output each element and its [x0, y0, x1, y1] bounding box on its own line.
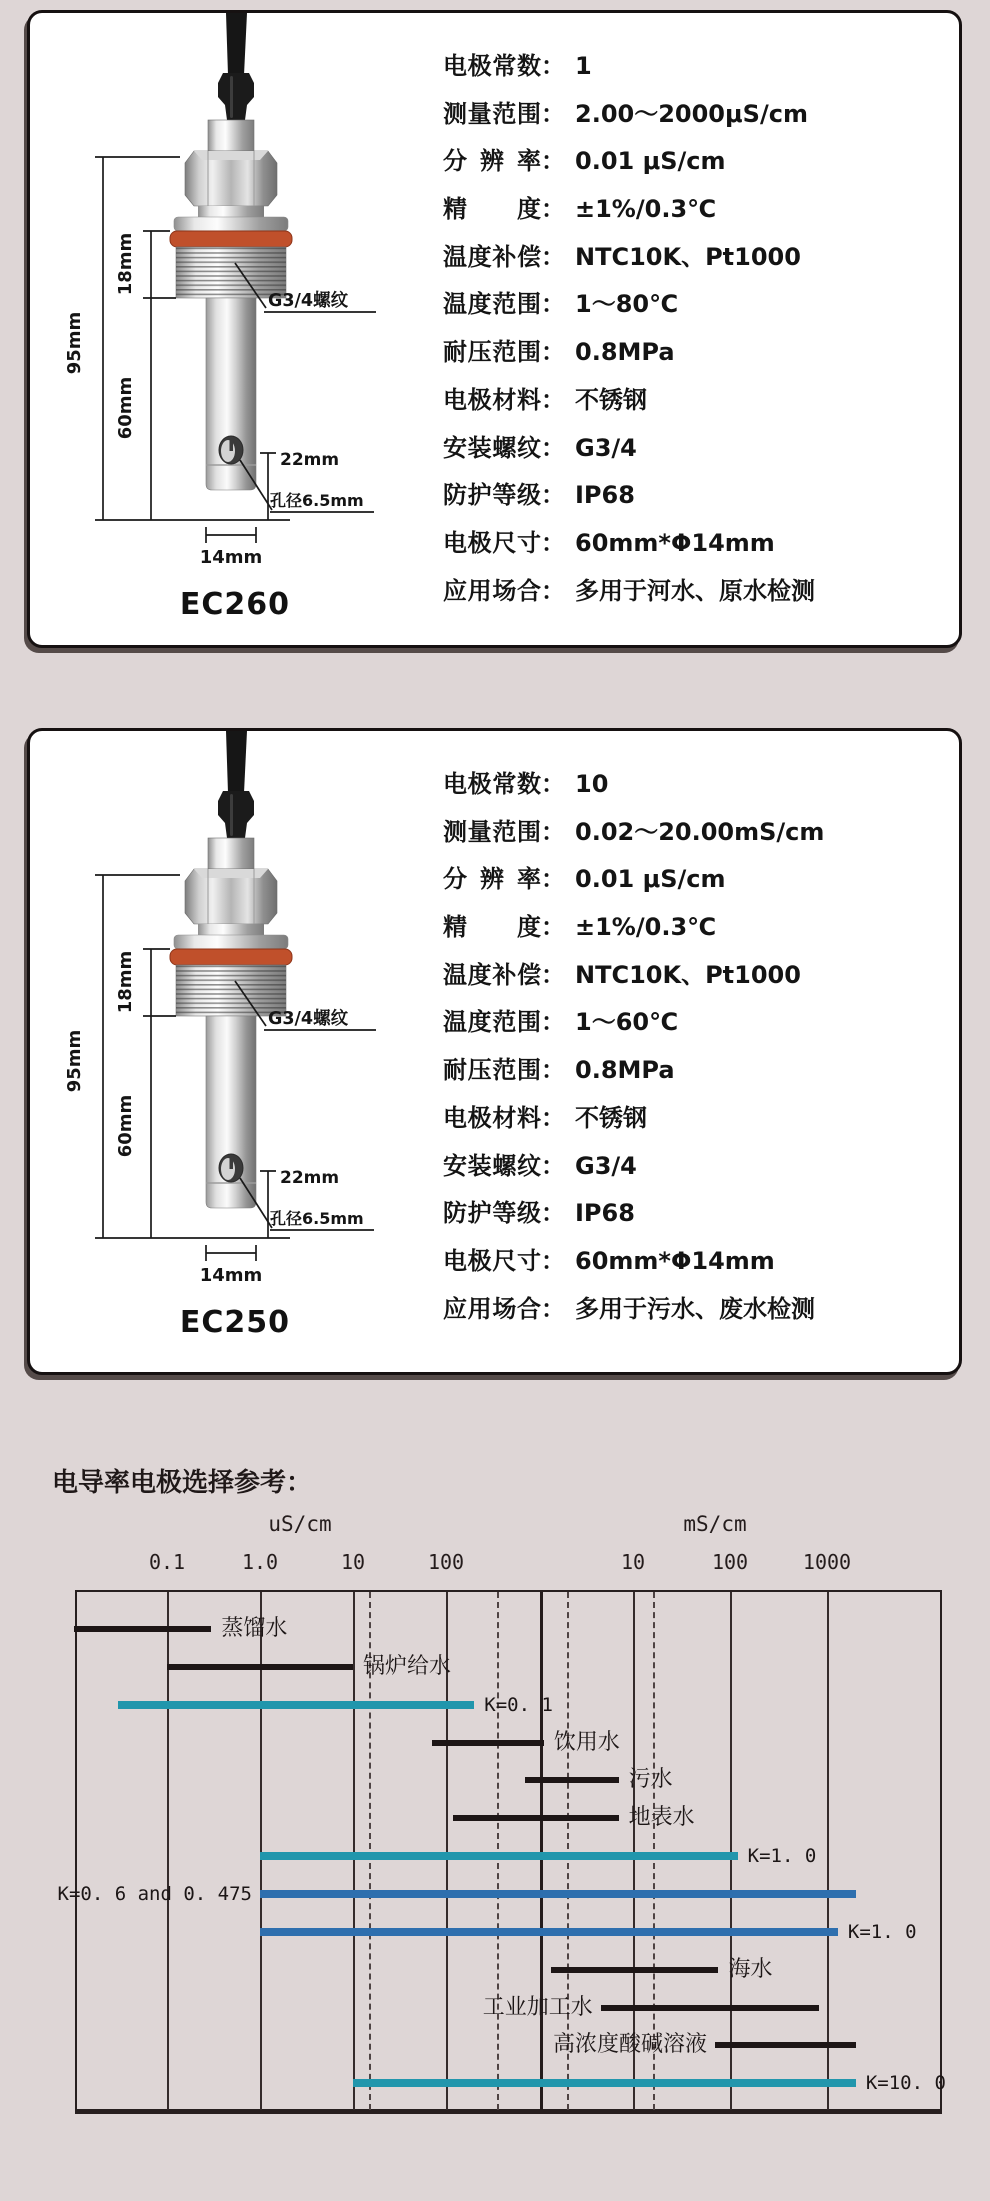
spec-label: 电极尺寸 [443, 1246, 541, 1275]
range-bar [260, 1890, 856, 1898]
spec-colon: ： [541, 481, 565, 510]
spec-value: ±1%/0.3℃ [575, 913, 717, 942]
spec-label: 应用场合 [443, 576, 541, 605]
dim-body-diameter: 14mm [199, 547, 263, 568]
thread-spec-label: G3/4螺纹 [268, 1009, 349, 1029]
bar-label: 饮用水 [553, 1729, 620, 1755]
tick-label: 100 [427, 1550, 465, 1574]
spec-label: 测量范围 [443, 99, 541, 128]
spec-label: 温度补偿 [443, 960, 541, 989]
spec-label: 耐压范围 [443, 1056, 541, 1085]
tick-label: 1000 [802, 1550, 852, 1574]
spec-value: 不锈钢 [575, 385, 647, 414]
bar-label: 地表水 [628, 1805, 695, 1831]
spec-colon: ： [541, 433, 565, 462]
range-bar [525, 1777, 618, 1783]
range-bar [715, 2042, 856, 2048]
spec-label: 安装螺纹 [443, 1151, 541, 1180]
tick-label: 10 [340, 1550, 366, 1574]
tick-label: 0.1 [148, 1550, 186, 1574]
dim-hole-diameter: 孔径6.5mm [270, 491, 364, 510]
spec-value: 0.01 μS/cm [575, 865, 726, 894]
spec-colon: ： [541, 1056, 565, 1085]
gridline [730, 1592, 732, 2110]
spec-label: 电极尺寸 [443, 528, 541, 557]
dim-body-diameter: 14mm [199, 1265, 263, 1286]
spec-value: ±1%/0.3℃ [575, 195, 717, 224]
bar-label: K=1. 0 [747, 1845, 817, 1868]
spec-colon: ： [541, 147, 565, 176]
dim-overall-height: 95mm [64, 1029, 85, 1093]
spec-value: 10 [575, 770, 609, 798]
spec-label: 电极常数 [443, 52, 541, 80]
bar-label: 锅炉给水 [363, 1653, 452, 1679]
dim-thread-length: 18mm [115, 232, 136, 296]
spec-value: 多用于河水、原水检测 [575, 576, 815, 605]
bar-label: 蒸馏水 [221, 1616, 288, 1641]
spec-colon: ： [541, 290, 565, 319]
spec-value: 多用于污水、废水检测 [575, 1294, 815, 1323]
spec-value: NTC10K、Pt1000 [575, 960, 801, 989]
spec-label: 防护等级 [443, 1199, 541, 1228]
bar-label: K=10. 0 [865, 2072, 946, 2095]
spec-colon: ： [541, 913, 565, 942]
spec-colon: ： [541, 865, 565, 894]
range-bar [551, 1967, 719, 1973]
tick-label: 100 [711, 1550, 749, 1574]
spec-value: G3/4 [575, 1151, 637, 1180]
axis-unit-us: uS/cm [268, 1512, 332, 1536]
spec-label: 防护等级 [443, 481, 541, 510]
spec-label: 电极常数 [443, 770, 541, 798]
dim-body-length: 60mm [115, 376, 136, 440]
range-bar [167, 1664, 353, 1670]
bar-label: 高浓度酸碱溶液 [552, 2032, 707, 2058]
spec-colon: ： [541, 242, 565, 271]
tick-label: 1.0 [241, 1550, 279, 1574]
dim-hole-offset: 22mm [280, 450, 340, 470]
dim-hole-offset: 22mm [280, 1168, 340, 1188]
spec-label: 分辨率 [443, 147, 541, 176]
spec-label: 测量范围 [443, 817, 541, 846]
spec-label: 精度 [443, 913, 541, 942]
range-bar [260, 1928, 838, 1936]
spec-label: 温度范围 [443, 290, 541, 319]
bar-label: 工业加工水 [482, 1994, 593, 2020]
spec-value: 0.8MPa [575, 338, 675, 367]
spec-value: IP68 [575, 1199, 635, 1228]
spec-value: NTC10K、Pt1000 [575, 242, 801, 271]
spec-colon: ： [541, 1199, 565, 1228]
tick-label: 10 [620, 1550, 646, 1574]
spec-colon: ： [541, 1151, 565, 1180]
bar-label: K=0. 6 and 0. 475 [57, 1882, 252, 1905]
spec-value: 2.00～2000μS/cm [575, 99, 808, 128]
spec-label: 电极材料 [443, 385, 541, 414]
spec-value: 1～80℃ [575, 290, 679, 319]
spec-value: 不锈钢 [575, 1103, 647, 1132]
spec-label: 分辨率 [443, 865, 541, 894]
range-bar [118, 1701, 474, 1709]
spec-value: 0.01 μS/cm [575, 147, 726, 176]
spec-label: 应用场合 [443, 1294, 541, 1323]
spec-colon: ： [541, 338, 565, 367]
bar-label: K=0. 1 [484, 1693, 553, 1716]
bar-label: K=1. 0 [847, 1920, 917, 1943]
spec-value: 60mm*Φ14mm [575, 528, 775, 557]
spec-colon: ： [541, 385, 565, 414]
spec-value: 60mm*Φ14mm [575, 1246, 775, 1275]
gridline [353, 1592, 355, 2110]
range-bar [74, 1626, 211, 1632]
chart-title: 电导率电极选择参考： [52, 1468, 313, 1498]
spec-label: 温度范围 [443, 1008, 541, 1037]
spec-colon: ： [541, 528, 565, 557]
dim-body-length: 60mm [115, 1094, 136, 1158]
spec-colon: ： [541, 195, 565, 224]
spec-colon: ： [541, 817, 565, 846]
thread-spec-label: G3/4螺纹 [268, 291, 349, 311]
range-bar [601, 2005, 819, 2011]
spec-value: 0.8MPa [575, 1056, 675, 1085]
range-bar [432, 1740, 544, 1746]
model-name: EC260 [179, 587, 291, 622]
spec-colon: ： [541, 1103, 565, 1132]
range-bar [260, 1852, 738, 1860]
spec-colon: ： [541, 1008, 565, 1037]
range-bar [353, 2079, 856, 2087]
spec-value: 0.02～20.00mS/cm [575, 817, 825, 846]
spec-colon: ： [541, 99, 565, 128]
spec-colon: ： [541, 52, 565, 80]
spec-value: 1～60℃ [575, 1008, 679, 1037]
model-name: EC250 [179, 1305, 291, 1340]
bar-label: 海水 [728, 1956, 773, 1982]
spec-label: 温度补偿 [443, 242, 541, 271]
range-bar [453, 1815, 618, 1821]
spec-value: 1 [575, 52, 592, 80]
spec-label: 精度 [443, 195, 541, 224]
spec-colon: ： [541, 1246, 565, 1275]
spec-label: 电极材料 [443, 1103, 541, 1132]
spec-colon: ： [541, 960, 565, 989]
spec-colon: ： [541, 1294, 565, 1323]
dim-thread-length: 18mm [115, 950, 136, 1014]
spec-label: 安装螺纹 [443, 433, 541, 462]
spec-colon: ： [541, 770, 565, 798]
bar-label: 污水 [628, 1767, 673, 1793]
spec-colon: ： [541, 576, 565, 605]
dim-overall-height: 95mm [64, 311, 85, 375]
spec-value: G3/4 [575, 433, 637, 462]
spec-value: IP68 [575, 481, 635, 510]
spec-label: 耐压范围 [443, 338, 541, 367]
dim-hole-diameter: 孔径6.5mm [270, 1209, 364, 1228]
axis-unit-ms: mS/cm [683, 1512, 747, 1536]
